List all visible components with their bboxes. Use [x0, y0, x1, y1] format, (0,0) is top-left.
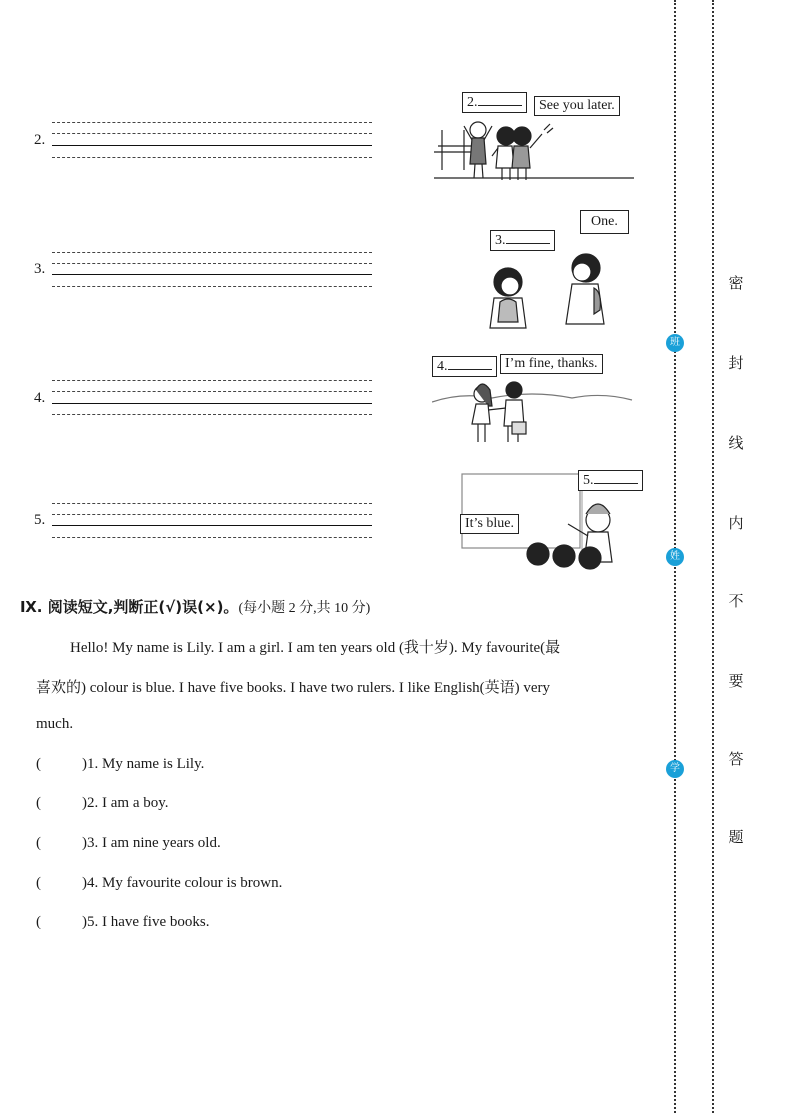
- question-3[interactable]: [36, 835, 221, 852]
- seal-char: 内: [728, 514, 744, 532]
- speech-bubble-text: [500, 354, 603, 374]
- bubble-text: One.: [591, 214, 618, 229]
- bubble-text: I’m fine, thanks.: [505, 356, 598, 371]
- speech-bubble-number: [578, 470, 643, 491]
- blank-line: [594, 471, 638, 484]
- speech-bubble-number: [432, 356, 497, 377]
- binding-dotted-line: [712, 0, 714, 1113]
- guide-line: [52, 286, 372, 287]
- row-number: 2.: [34, 132, 46, 148]
- class-badge: 班: [666, 334, 684, 352]
- bubble-number: 3.: [495, 233, 506, 248]
- picture-im-fine: [432, 350, 640, 446]
- guide-line: [52, 537, 372, 538]
- speech-bubble-text: [460, 514, 519, 534]
- base-line: [52, 403, 372, 404]
- question-text: )2. I am a boy.: [82, 795, 169, 811]
- question-text: )5. I have five books.: [82, 914, 210, 930]
- row-number: 4.: [34, 390, 46, 406]
- row-number: 5.: [34, 512, 46, 528]
- score-note: (每小题 2 分,共 10 分): [238, 601, 371, 616]
- bubble-number: 5.: [583, 473, 594, 488]
- question-1[interactable]: [36, 756, 204, 773]
- guide-line: [52, 503, 372, 504]
- answer-bracket[interactable]: (: [36, 875, 41, 891]
- blank-line: [448, 357, 492, 370]
- bubble-text: It’s blue.: [465, 516, 514, 531]
- row-number: 3.: [34, 261, 46, 277]
- passage-line-2: 喜欢的) colour is blue. I have five books. I have two rulers. I like English(英语) very: [36, 680, 551, 696]
- question-4[interactable]: [36, 875, 282, 892]
- guide-line: [52, 157, 372, 158]
- picture-its-blue: [460, 466, 640, 574]
- answer-bracket[interactable]: (: [36, 835, 41, 851]
- base-line: [52, 145, 372, 146]
- student-id-badge: 学: [666, 760, 684, 778]
- picture-one: [486, 206, 640, 330]
- question-text: )4. My favourite colour is brown.: [82, 875, 283, 891]
- section-title: [20, 596, 370, 617]
- speech-bubble-text: [580, 210, 629, 234]
- bubble-number: 2.: [467, 95, 478, 110]
- guide-line: [52, 263, 372, 264]
- name-badge: 姓: [666, 548, 684, 566]
- question-2[interactable]: [36, 795, 169, 812]
- section-heading: Ⅸ. 阅读短文,判断正(√)误(×)。: [20, 598, 239, 616]
- passage-line-3: much.: [36, 716, 74, 732]
- seal-char: 不: [728, 592, 744, 610]
- guide-line: [52, 414, 372, 415]
- seal-char: 线: [728, 434, 744, 452]
- seal-char: 题: [728, 828, 744, 846]
- bubble-number: 4.: [437, 359, 448, 374]
- seal-char: 要: [728, 672, 744, 690]
- base-line: [52, 274, 372, 275]
- speech-bubble-text: [534, 96, 620, 116]
- base-line: [52, 525, 372, 526]
- guide-line: [52, 514, 372, 515]
- blank-line: [478, 93, 522, 106]
- guide-line: [52, 391, 372, 392]
- question-5[interactable]: [36, 914, 209, 931]
- question-text: )3. I am nine years old.: [82, 835, 221, 851]
- speech-bubble-number: [462, 92, 527, 113]
- passage-line-1: Hello! My name is Lily. I am a girl. I am ten years old (我十岁). My favourite(最: [70, 640, 561, 656]
- guide-line: [52, 133, 372, 134]
- seal-char: 答: [728, 750, 744, 768]
- answer-bracket[interactable]: (: [36, 795, 41, 811]
- answer-bracket[interactable]: (: [36, 914, 41, 930]
- guide-line: [52, 252, 372, 253]
- bubble-text: See you later.: [539, 98, 615, 113]
- seal-char: 密: [728, 274, 744, 292]
- picture-see-you-later: [434, 90, 640, 186]
- answer-bracket[interactable]: (: [36, 756, 41, 772]
- seal-char: 封: [728, 354, 744, 372]
- guide-line: [52, 122, 372, 123]
- blank-line: [506, 231, 550, 244]
- speech-bubble-number: [490, 230, 555, 251]
- guide-line: [52, 380, 372, 381]
- question-text: )1. My name is Lily.: [82, 756, 205, 772]
